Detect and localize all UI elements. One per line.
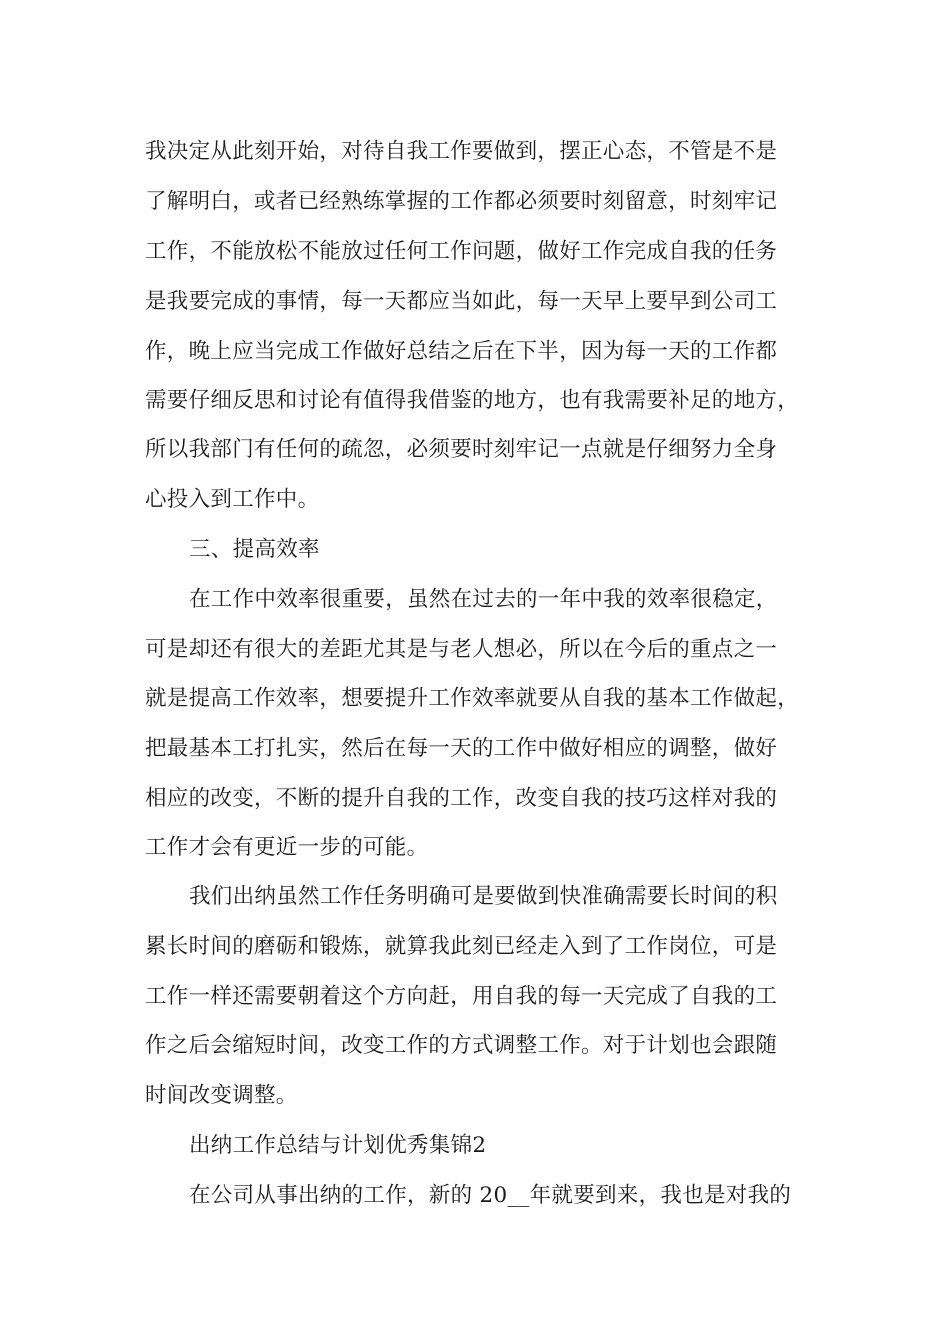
section-heading: 三、提高效率 [189, 537, 320, 562]
paragraph-line: 工作一样还需要朝着这个方向赶，用自我的每一天完成了自我的工 [145, 984, 778, 1009]
paragraph-line: 我们出纳虽然工作任务明确可是要做到快准确需要长时间的积 [189, 884, 778, 909]
paragraph-line: 时间改变调整。 [145, 1083, 298, 1108]
paragraph-line: 可是却还有很大的差距尤其是与老人想必，所以在今后的重点之一 [145, 637, 778, 662]
paragraph-line: 在公司从事出纳的工作，新的 20__年就要到来，我也是对我的 [189, 1183, 792, 1208]
paragraph-line: 把最基本工打扎实，然后在每一天的工作中做好相应的调整，做好 [145, 736, 778, 761]
paragraph-line: 作，晚上应当完成工作做好总结之后在下半，因为每一天的工作都 [145, 339, 778, 364]
paragraph-line: 作之后会缩短时间，改变工作的方式调整工作。对于计划也会跟随 [145, 1033, 778, 1058]
paragraph-line: 所以我部门有任何的疏忽，必须要时刻牢记一点就是仔细努力全身 [145, 437, 778, 462]
paragraph-line: 我决定从此刻开始，对待自我工作要做到，摆正心态，不管是不是 [145, 139, 778, 164]
paragraph-line: 就是提高工作效率，想要提升工作效率就要从自我的基本工作做起， [145, 686, 800, 711]
paragraph-line: 相应的改变，不断的提升自我的工作，改变自我的技巧这样对我的 [145, 786, 778, 811]
paragraph-line: 累长时间的磨砺和锻炼，就算我此刻已经走入到了工作岗位，可是 [145, 934, 778, 959]
paragraph-line: 了解明白，或者已经熟练掌握的工作都必须要时刻留意，时刻牢记 [145, 189, 778, 214]
section-heading: 出纳工作总结与计划优秀集锦2 [189, 1133, 487, 1158]
paragraph-line: 需要仔细反思和讨论有值得我借鉴的地方，也有我需要补足的地方， [145, 388, 800, 413]
paragraph-line: 心投入到工作中。 [145, 487, 320, 512]
paragraph-line: 工作，不能放松不能放过任何工作问题，做好工作完成自我的任务 [145, 239, 778, 264]
paragraph-line: 是我要完成的事情，每一天都应当如此，每一天早上要早到公司工 [145, 289, 778, 314]
paragraph-line: 工作才会有更近一步的可能。 [145, 835, 429, 860]
paragraph-line: 在工作中效率很重要，虽然在过去的一年中我的效率很稳定， [189, 587, 778, 612]
